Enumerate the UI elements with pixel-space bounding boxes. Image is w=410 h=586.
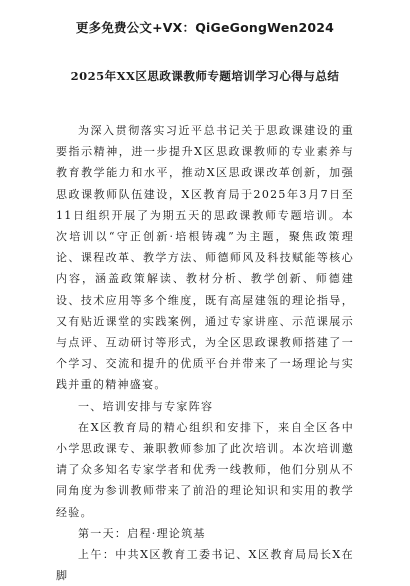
section-heading-1: 一、培训安排与专家阵容 xyxy=(78,399,214,413)
intro-paragraph: 为深入贯彻落实习近平总书记关于思政课建设的重要指示精神，进一步提升X区思政课教师的专业素养与教育教学能力和水平，推动X区思政课改革创新，加强思政课教师队伍建设，X区教育局于2025年3月7日至11日组织开展了为期五天的思政课教师专题培训。本次培训以“守正创新·培根铸魂”为主题，聚焦政策理论、课程改革、教学方法、师德师风及科技赋能等核心内容，涵盖政策解读、教材分析、教学创新、师德建设、技术应用等多个维度，既有高屋建瓴的理论指导，又有贴近课堂的实践案例，通过专家讲座、示范课展示与点评、互动研讨等形式，为全区思政课教师搭建了一个学习、交流和提升的优质平台并带来了一场理论与实践并重的精神盛宴。 xyxy=(56,124,354,392)
document-title: 2025年XX区思政课教师专题培训学习心得与总结 xyxy=(70,69,340,83)
day-1-morning-paragraph: 上午：中共X区教育工委书记、X区教育局局长X在脚 xyxy=(56,548,354,583)
day-1-heading: 第一天：启程·理论筑基 xyxy=(78,526,206,540)
promo-header: 更多免费公文+VX：QiGeGongWen2024 xyxy=(75,20,335,35)
document-body xyxy=(56,120,354,586)
section-1-paragraph: 在X区教育局的精心组织和安排下，来自全区各中小学思政课专、兼职教师参加了此次培训。本次培训邀请了众多知名专家学者和优秀一线教师，他们分别从不同角度为参训教师带来了前沿的理论知识和实用的教学经验。 xyxy=(56,420,354,519)
